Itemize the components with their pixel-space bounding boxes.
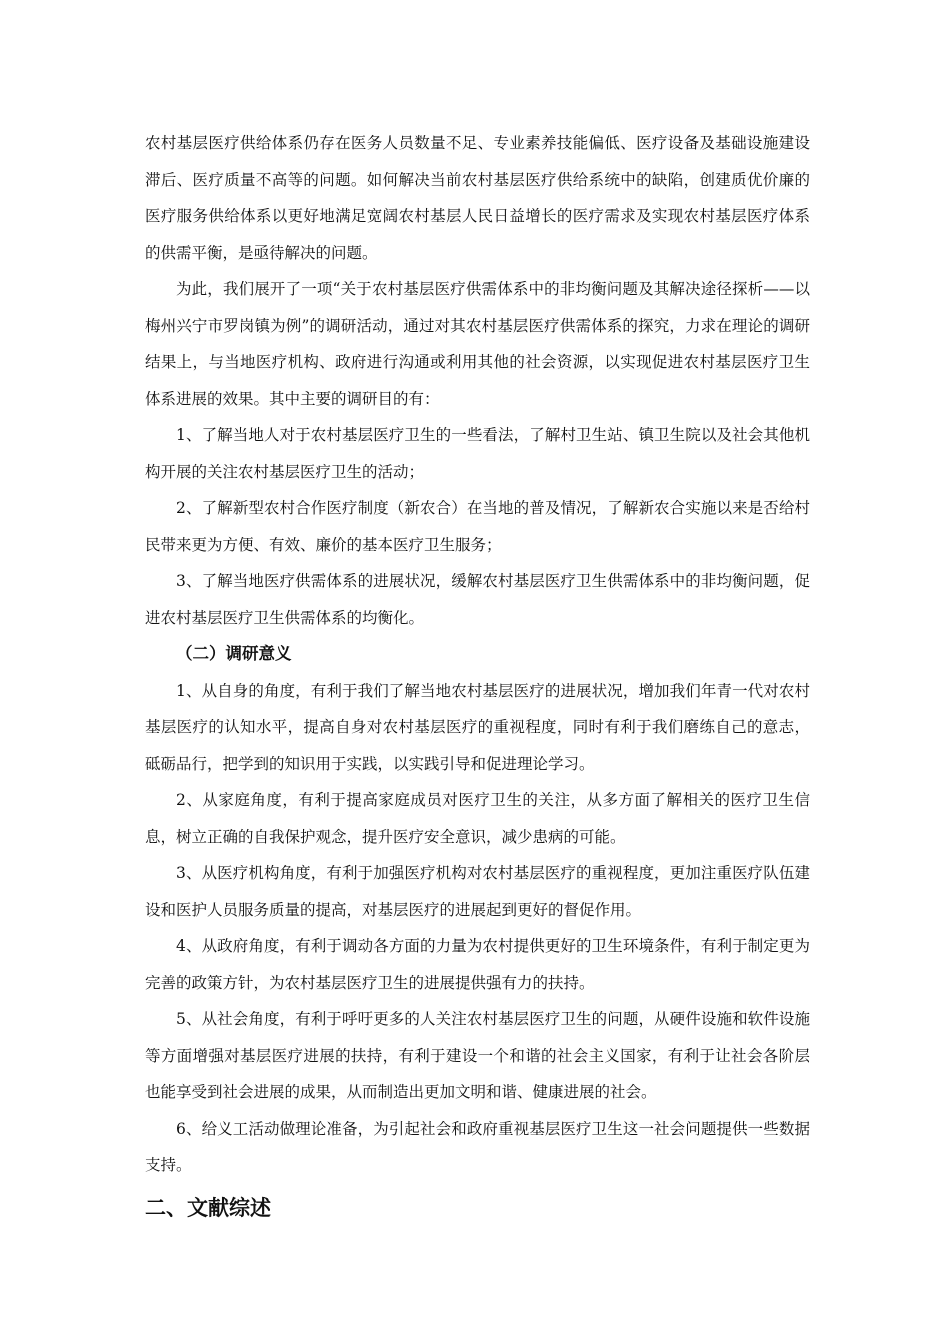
significance-item-2: 2、从家庭角度，有利于提高家庭成员对医疗卫生的关注，从多方面了解相关的医疗卫生信息，树立正确的自我保护观念，提升医疗安全意识，减少患病的可能。 — [145, 791, 810, 846]
significance-item-3: 3、从医疗机构角度，有利于加强医疗机构对农村基层医疗的重视程度，更加注重医疗队伍建设和医护人员服务质量的提高，对基层医疗的进展起到更好的督促作用。 — [145, 864, 810, 919]
subheading-research-significance: （二）调研意义 — [176, 644, 292, 663]
research-goal-3: 3、了解当地医疗供需体系的进展状况，缓解农村基层医疗卫生供需体系中的非均衡问题，促进农村基层医疗卫生供需体系的均衡化。 — [145, 572, 810, 627]
section-heading-literature-review: 二、文献综述 — [145, 1195, 271, 1220]
significance-item-5: 5、从社会角度，有利于呼吁更多的人关注农村基层医疗卫生的问题，从硬件设施和软件设施等方面增强对基层医疗进展的扶持，有利于建设一个和谐的社会主义国家，有利于让社会各阶层也能享受到社会进展的成果，从而制造出更加文明和谐、健康进展的社会。 — [145, 1010, 810, 1101]
significance-item-4: 4、从政府角度，有利于调动各方面的力量为农村提供更好的卫生环境条件，有利于制定更为完善的政策方针，为农村基层医疗卫生的进展提供强有力的扶持。 — [145, 937, 810, 992]
document-page — [145, 125, 810, 1228]
paragraph-research-activity: 为此，我们展开了一项“关于农村基层医疗供需体系中的非均衡问题及其解决途径探析——以梅州兴宁市罗岗镇为例”的调研活动，通过对其农村基层医疗供需体系的探究，力求在理论的调研结果上，与当地医疗机构、政府进行沟通或利用其他的社会资源，以实现促进农村基层医疗卫生体系进展的效果。其中主要的调研目的有： — [145, 280, 810, 408]
significance-item-1: 1、从自身的角度，有利于我们了解当地农村基层医疗的进展状况，增加我们年青一代对农村基层医疗的认知水平，提高自身对农村基层医疗的重视程度，同时有利于我们磨练自己的意志，砥砺品行，把学到的知识用于实践，以实践引导和促进理论学习。 — [145, 681, 810, 773]
significance-item-6: 6、给义工活动做理论准备，为引起社会和政府重视基层医疗卫生这一社会问题提供一些数据支持。 — [145, 1119, 810, 1174]
paragraph-intro-continued: 农村基层医疗供给体系仍存在医务人员数量不足、专业素养技能偏低、医疗设备及基础设施建设滞后、医疗质量不高等的问题。如何解决当前农村基层医疗供给系统中的缺陷，创建质优价廉的医疗服务供给体系以更好地满足宽阔农村基层人民日益增长的医疗需求及实现农村基层医疗体系的供需平衡，是亟待解决的问题。 — [145, 134, 810, 262]
research-goal-1: 1、了解当地人对于农村基层医疗卫生的一些看法，了解村卫生站、镇卫生院以及社会其他机构开展的关注农村基层医疗卫生的活动； — [145, 426, 810, 481]
research-goal-2: 2、了解新型农村合作医疗制度（新农合）在当地的普及情况，了解新农合实施以来是否给村民带来更为方便、有效、廉价的基本医疗卫生服务； — [145, 499, 810, 554]
